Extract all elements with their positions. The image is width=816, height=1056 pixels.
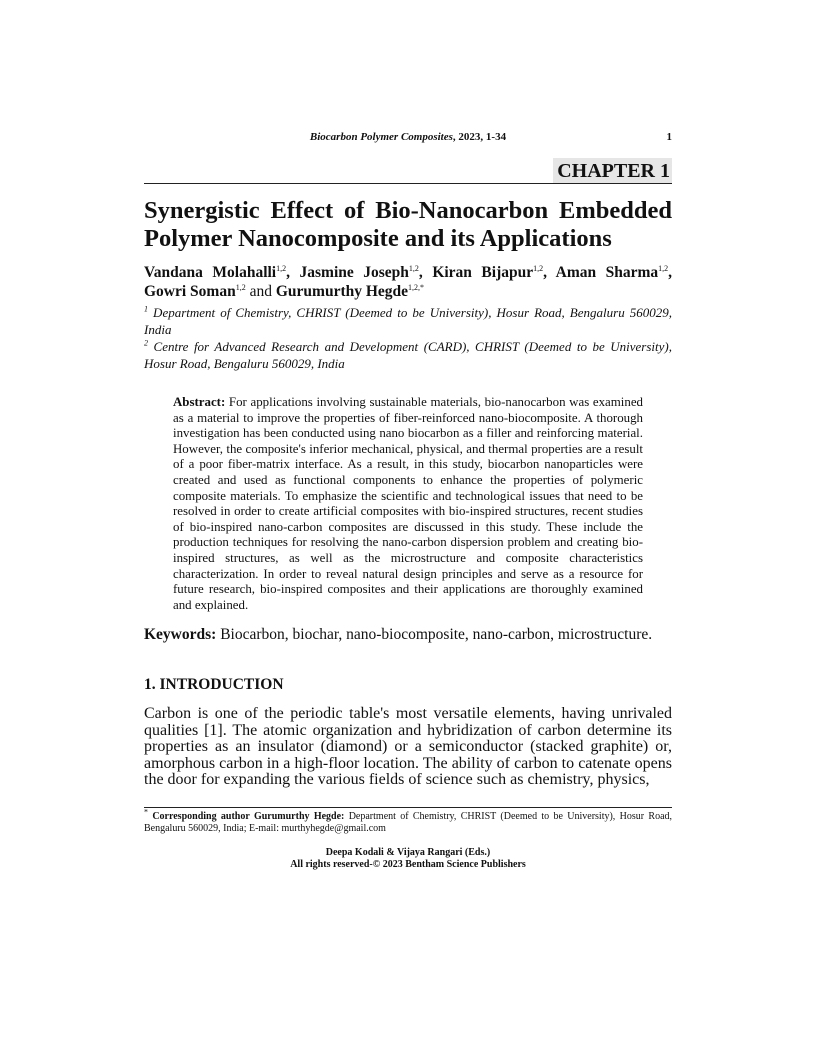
copyright: All rights reserved-© 2023 Bentham Science Publishers: [290, 859, 526, 870]
abstract-label: Abstract:: [173, 395, 226, 409]
affiliation-2: [144, 338, 672, 372]
footnote-mark: *: [144, 807, 148, 817]
abstract-text: For applications involving sustainable materials, bio-nanocarbon was examined as a material to improve the properties of fiber-reinforced nano-biocomposite. A thorough investigation has been conducted using nano biocarbon as a filler and reinforcing material. However, the composite's inferior mechanical, physical, and thermal properties are a result of a poor fiber-matrix interface. As a result, in this study, biocarbon nanoparticles were created and used as functional components to enhance the properties of polymeric composite materials. To emphasize the scientific and technological issues that need to be resolved in order to create artificial composites with bio-inspired structures, recent studies of bio-inspired nano-carbon composites are discussed in this study. These include the production techniques for resolving the nano-carbon dispersion problem and creating bio-inspired structures, as well as the microstructure and composite characteristics characterization. In order to reveal natural design principles and serve as a resource for future research, bio-inspired composites and their applications are thoroughly examined and explained.: [173, 395, 643, 612]
author-affiliation-mark: 1,2: [276, 263, 287, 273]
author-name: Jasmine Joseph: [299, 264, 409, 281]
author-separator: and: [245, 282, 276, 300]
footnote-text: Department of Chemistry, CHRIST (Deemed to be University), Hosur Road, Bengaluru 560029, India; E-mail: murthyhegde@gmail.com: [144, 811, 673, 834]
chapter-text: CHAPTER 1: [553, 158, 672, 183]
affiliation-text: Centre for Advanced Research and Development (CARD), CHRIST (Deemed to be University), Hosur Road, Bengaluru 560029, India: [144, 339, 672, 371]
author-separator: ,: [668, 264, 673, 281]
affiliation-text: Department of Chemistry, CHRIST (Deemed to be University), Hosur Road, Bengaluru 560029, India: [144, 305, 672, 337]
author-name: Kiran Bijapur: [432, 264, 534, 281]
journal-year-pages: , 2023, 1-34: [452, 131, 507, 143]
author-affiliation-mark: 1,2: [658, 263, 669, 273]
publisher-footer: [144, 847, 672, 871]
author-name: Aman Sharma: [555, 264, 659, 281]
introduction-paragraph: Carbon is one of the periodic table's most versatile elements, having unrivaled qualities [1]. The atomic organization and hybridization of carbon determine its properties as an insulator (diamond) or a semiconductor (stacked graphite) or, amorphous carbon in a high-floor location. The ability of carbon to catenate opens the door for expanding the various fields of science such as chemistry, physics,: [144, 705, 672, 789]
footnote: [144, 807, 673, 835]
author-affiliation-mark: 1,2: [533, 263, 544, 273]
title-line-2: Polymer Nanocomposite and its Applications: [144, 225, 612, 252]
keywords-text: Biocarbon, biochar, nano-biocomposite, nano-carbon, microstructure.: [216, 626, 653, 643]
affiliation-mark: 2: [144, 338, 148, 348]
journal-title: Biocarbon Polymer Composites: [309, 131, 453, 143]
chapter-label: [144, 158, 672, 183]
footnote-label: Corresponding author Gurumurthy Hegde:: [148, 811, 345, 822]
author-name: Vandana Molahalli: [144, 264, 277, 281]
affiliation-mark: 1: [144, 304, 148, 314]
author-separator: ,: [543, 264, 556, 281]
editors: Deepa Kodali & Vijaya Rangari (Eds.): [325, 847, 491, 858]
author-name: Gurumurthy Hegde: [275, 282, 409, 300]
author-affiliation-mark: 1,2: [235, 282, 246, 292]
page-number: 1: [666, 131, 672, 143]
author-name: Gowri Soman: [144, 282, 236, 300]
author-separator: ,: [286, 264, 300, 281]
keywords-label: Keywords:: [144, 626, 217, 643]
author-affiliation-mark: 1,2,*: [408, 282, 425, 292]
header-divider: [144, 183, 672, 184]
author-separator: ,: [418, 264, 433, 281]
affiliation-1: [144, 304, 672, 338]
abstract: [173, 395, 643, 613]
title-line-1: Synergistic Effect of Bio-Nanocarbon Embedded: [144, 197, 672, 224]
footnote-divider: [144, 807, 672, 808]
chapter-title: [144, 197, 672, 253]
section-heading: 1. INTRODUCTION: [144, 676, 284, 693]
author-list: [144, 264, 672, 301]
running-header: [144, 131, 672, 143]
author-affiliation-mark: 1,2: [408, 263, 419, 273]
keywords: [144, 626, 672, 644]
